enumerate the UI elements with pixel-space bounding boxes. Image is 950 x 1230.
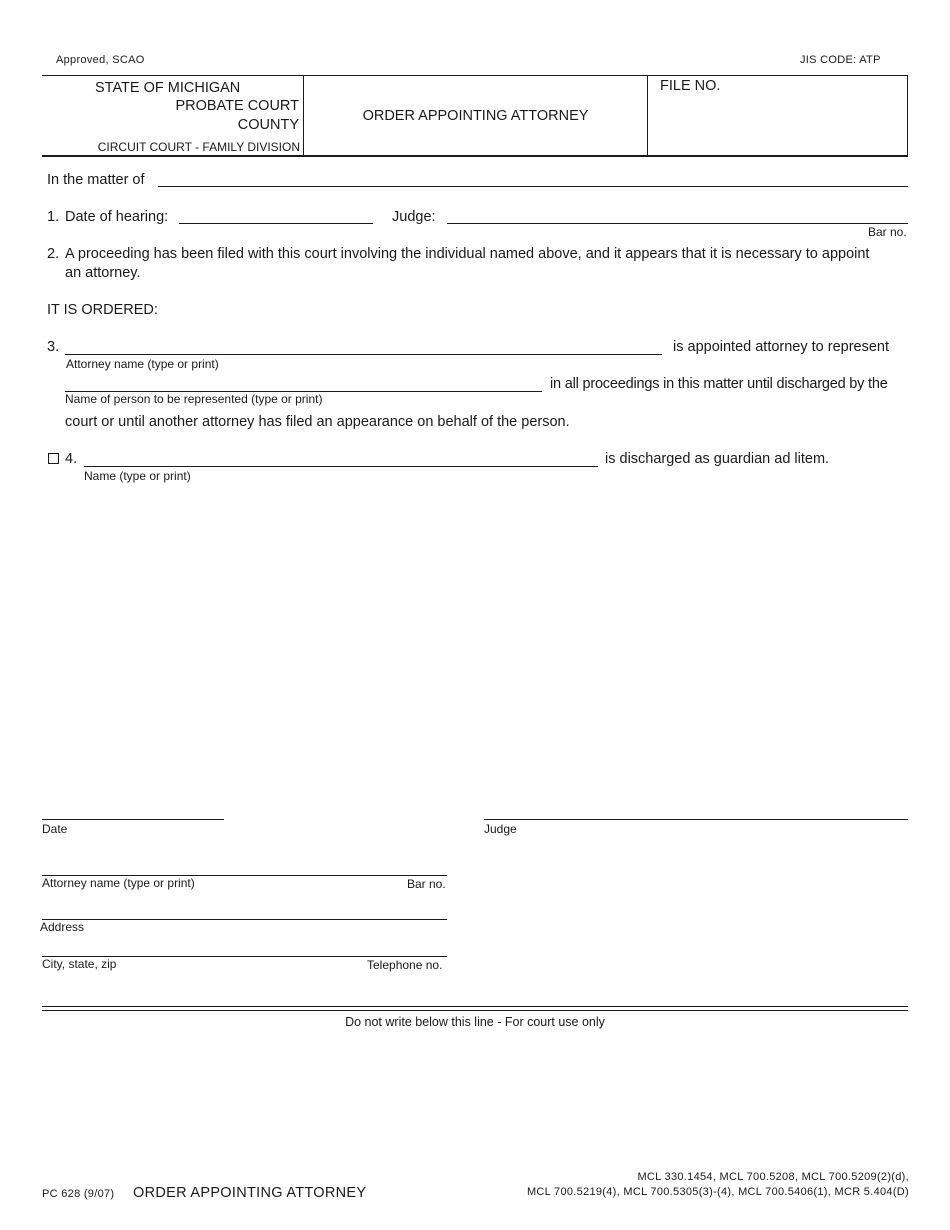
date-signature-line[interactable] [42, 819, 224, 820]
item3-number: 3. [47, 339, 60, 355]
address-line[interactable] [42, 919, 447, 920]
date-caption: Date [42, 822, 68, 836]
matter-input[interactable] [158, 186, 908, 187]
court-label: PROBATE COURT [175, 98, 299, 114]
mcl-citation-line2: MCL 700.5219(4), MCL 700.5305(3)-(4), MCL 700.5406(1), MCR 5.404(D) [526, 1186, 909, 1198]
footer-title: ORDER APPOINTING ATTORNEY [133, 1185, 367, 1201]
form-number: PC 628 (9/07) [42, 1188, 115, 1200]
telephone-caption: Telephone no. [367, 958, 443, 972]
ordered-heading: IT IS ORDERED: [47, 302, 158, 318]
hearing-date-input[interactable] [179, 223, 373, 224]
city-state-zip-caption: City, state, zip [42, 957, 117, 971]
item2-line2: an attorney. [65, 265, 141, 281]
item4-checkbox[interactable] [48, 453, 59, 464]
attorney-name-caption: Attorney name (type or print) [66, 357, 219, 371]
attorney-name-input[interactable] [65, 354, 662, 355]
court-use-divider-top [42, 1006, 908, 1007]
matter-label: In the matter of [47, 172, 145, 188]
item2-number: 2. [47, 246, 60, 262]
judge-signature-line[interactable] [484, 819, 908, 820]
jis-code-label: JIS CODE: ATP [800, 54, 881, 66]
address-caption: Address [40, 920, 85, 934]
discharged-text: is discharged as guardian ad litem. [605, 451, 830, 467]
hearing-date-label: Date of hearing: [65, 209, 169, 225]
item3-line3: court or until another attorney has filed an appearance on behalf of the person. [65, 414, 570, 430]
attorney-caption: Attorney name (type or print) [42, 876, 195, 890]
court-use-label: Do not write below this line - For court use only [345, 1015, 605, 1029]
circuit-label: CIRCUIT COURT - FAMILY DIVISION [97, 140, 300, 154]
appointed-text: is appointed attorney to represent [673, 339, 890, 355]
proceedings-text: in all proceedings in this matter until discharged by the [550, 376, 888, 392]
mcl-citation-line1: MCL 330.1454, MCL 700.5208, MCL 700.5209(2)(d), [637, 1171, 909, 1183]
discharged-name-caption: Name (type or print) [84, 469, 191, 483]
judge-bar-no-caption: Bar no. [868, 225, 907, 239]
item1-number: 1. [47, 209, 60, 225]
county-label: COUNTY [237, 117, 299, 133]
item4-number: 4. [65, 451, 78, 467]
form-title: ORDER APPOINTING ATTORNEY [362, 108, 589, 124]
discharged-name-input[interactable] [84, 466, 598, 467]
judge-input[interactable] [447, 223, 908, 224]
judge-caption: Judge [484, 822, 517, 836]
represented-person-caption: Name of person to be represented (type or print) [65, 392, 323, 406]
state-label: STATE OF MICHIGAN [95, 80, 241, 96]
file-no-label: FILE NO. [660, 78, 721, 94]
judge-label: Judge: [392, 209, 436, 225]
court-use-divider-bottom [42, 1010, 908, 1011]
item2-line1: A proceeding has been filed with this court involving the individual named above, and it appears that it is necessary to appoint [65, 246, 870, 262]
approved-label: Approved, SCAO [56, 54, 145, 66]
file-no-field[interactable] [648, 96, 907, 155]
attorney-bar-no-caption: Bar no. [407, 877, 446, 891]
